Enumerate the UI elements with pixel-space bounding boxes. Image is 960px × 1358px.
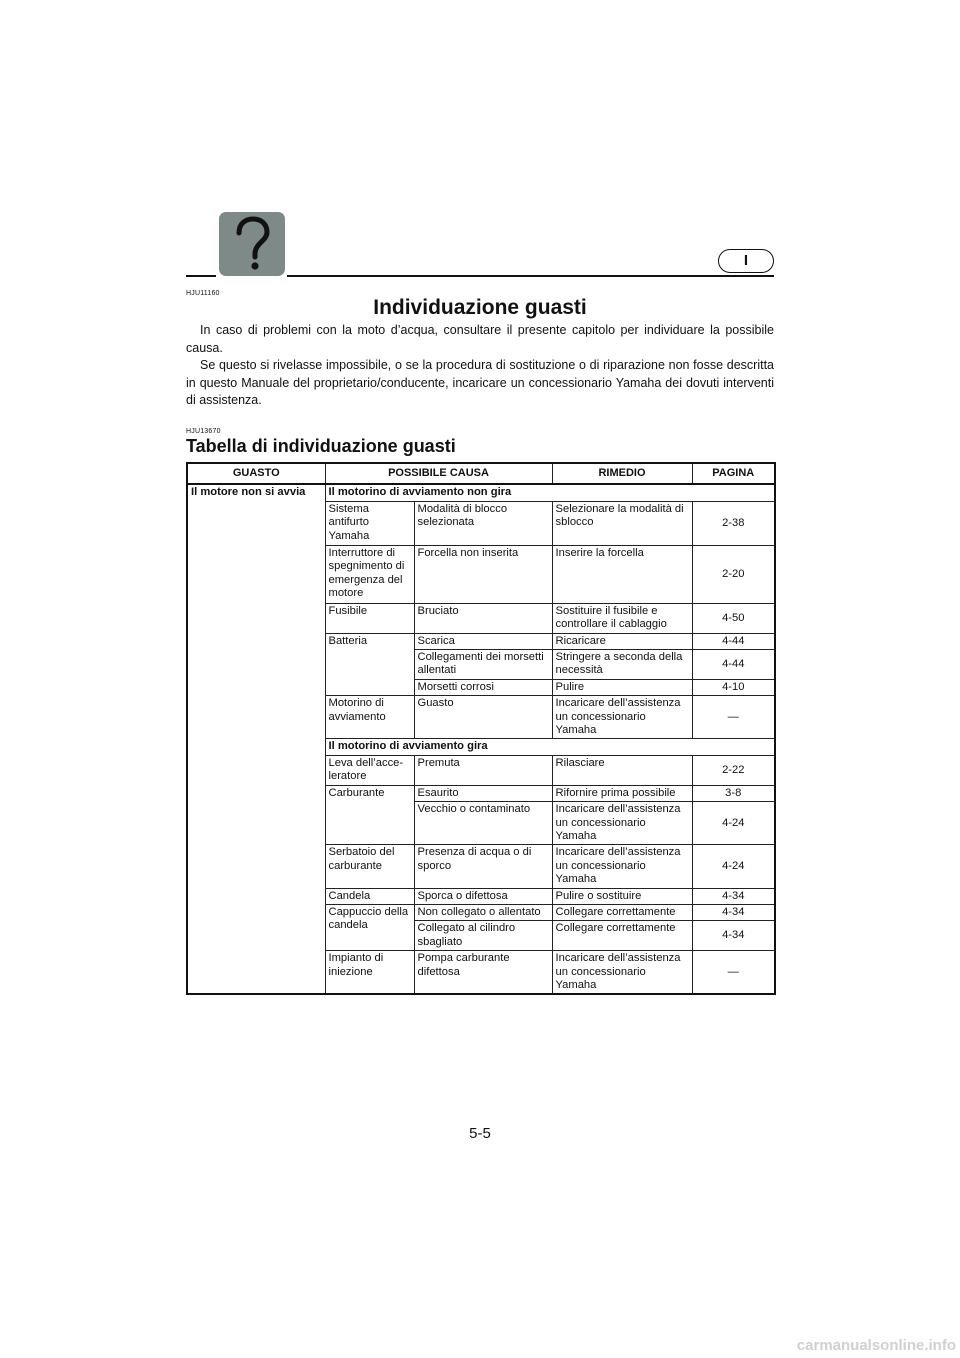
fault-cell: Il motore non si avvia [187, 484, 325, 994]
intro-paragraph: Se questo si rivelasse impossibile, o se la procedura di sostituzione o di riparazione non fosse descritta in questo Manuale del proprietario/conducente, incaricare un concessionario Yamaha dei dovuti interventi di assistenza. [186, 358, 774, 408]
subheading: Il motorino di avviamento non gira [325, 484, 775, 501]
page-title: Individuazione guasti [373, 296, 587, 319]
intro-paragraph: In caso di problemi con la moto d’acqua, consultare il presente capitolo per individuare la possibile causa. [186, 323, 774, 355]
page-header [186, 212, 774, 278]
detail-cell: Guasto [414, 696, 552, 739]
page-cell: 4-34 [692, 921, 775, 951]
cause-cell: Impianto di iniezione [325, 951, 414, 995]
page-cell: 4-44 [692, 633, 775, 649]
remedy-cell: Collegare correttamente [552, 921, 692, 951]
question-mark-icon [219, 212, 285, 276]
cause-cell: Candela [325, 888, 414, 904]
cause-cell: Motorino di avviamento [325, 696, 414, 739]
subheading: Il motorino di avviamento gira [325, 739, 775, 755]
table-row [187, 484, 775, 501]
remedy-cell: Incaricare dell’assistenza un concessionario Yamaha [552, 845, 692, 888]
detail-cell: Collegamenti dei morsetti allentati [414, 650, 552, 680]
header-possibile-causa: POSSIBILE CAUSA [325, 463, 552, 484]
detail-cell: Forcella non inserita [414, 545, 552, 603]
detail-cell: Pompa carburante difettosa [414, 951, 552, 995]
detail-cell: Non collegato o allentato [414, 904, 552, 920]
cause-cell: Batteria [325, 633, 414, 696]
detail-cell: Morsetti corrosi [414, 679, 552, 695]
cause-cell: Serbatoio del carburante [325, 845, 414, 888]
cause-cell: Sistema antifurto Yamaha [325, 501, 414, 545]
detail-cell: Presenza di acqua o di sporco [414, 845, 552, 888]
remedy-cell: Rilasciare [552, 755, 692, 785]
table-code: HJU13670 [186, 428, 221, 435]
page-cell: 4-50 [692, 603, 775, 633]
table-header-row [187, 463, 775, 484]
remedy-cell: Sostituire il fusibile e controllare il cablaggio [552, 603, 692, 633]
table-title: Tabella di individuazione guasti [186, 436, 456, 456]
remedy-cell: Selezionare la modalità di sblocco [552, 501, 692, 545]
page-cell: 2-38 [692, 501, 775, 545]
troubleshooting-table [186, 462, 774, 995]
header-guasto: GUASTO [187, 463, 325, 484]
remedy-cell: Rifornire prima possibile [552, 785, 692, 801]
cause-cell: Interruttore di spegnimento di emergenza del motore [325, 545, 414, 603]
remedy-cell: Ricaricare [552, 633, 692, 649]
remedy-cell: Incaricare dell’assistenza un concessionario Yamaha [552, 696, 692, 739]
remedy-cell: Incaricare dell’assistenza un concessionario Yamaha [552, 951, 692, 995]
watermark: carmanualsonline.info [796, 1337, 956, 1354]
cause-cell: Leva dell’acce-leratore [325, 755, 414, 785]
page-cell: 4-24 [692, 802, 775, 845]
cause-cell: Carburante [325, 785, 414, 845]
header-rule-left [186, 275, 216, 277]
page-cell: 4-44 [692, 650, 775, 680]
intro-text [186, 322, 774, 410]
cause-cell: Cappuccio della candela [325, 904, 414, 950]
remedy-cell: Pulire o sostituire [552, 888, 692, 904]
cause-cell: Fusibile [325, 603, 414, 633]
header-rule-right [287, 275, 774, 277]
detail-cell: Modalità di blocco selezionata [414, 501, 552, 545]
page-cell: — [692, 951, 775, 995]
page-cell: 4-34 [692, 888, 775, 904]
page-cell: 4-10 [692, 679, 775, 695]
header-rimedio: RIMEDIO [552, 463, 692, 484]
remedy-cell: Stringere a seconda della necessità [552, 650, 692, 680]
remedy-cell: Collegare correttamente [552, 904, 692, 920]
detail-cell: Esaurito [414, 785, 552, 801]
detail-cell: Sporca o difettosa [414, 888, 552, 904]
page-cell: 4-24 [692, 845, 775, 888]
detail-cell: Bruciato [414, 603, 552, 633]
language-badge: I [718, 249, 774, 273]
remedy-cell: Incaricare dell’assistenza un concessionario Yamaha [552, 802, 692, 845]
page-number: 5-5 [469, 1125, 491, 1142]
detail-cell: Vecchio o contaminato [414, 802, 552, 845]
remedy-cell: Pulire [552, 679, 692, 695]
header-pagina: PAGINA [692, 463, 775, 484]
page-cell: 4-34 [692, 904, 775, 920]
page-cell: 2-20 [692, 545, 775, 603]
remedy-cell: Inserire la forcella [552, 545, 692, 603]
detail-cell: Collegato al cilindro sbagliato [414, 921, 552, 951]
detail-cell: Premuta [414, 755, 552, 785]
page-cell: — [692, 696, 775, 739]
page-cell: 3-8 [692, 785, 775, 801]
page-cell: 2-22 [692, 755, 775, 785]
section-code: HJU11160 [186, 290, 220, 297]
detail-cell: Scarica [414, 633, 552, 649]
